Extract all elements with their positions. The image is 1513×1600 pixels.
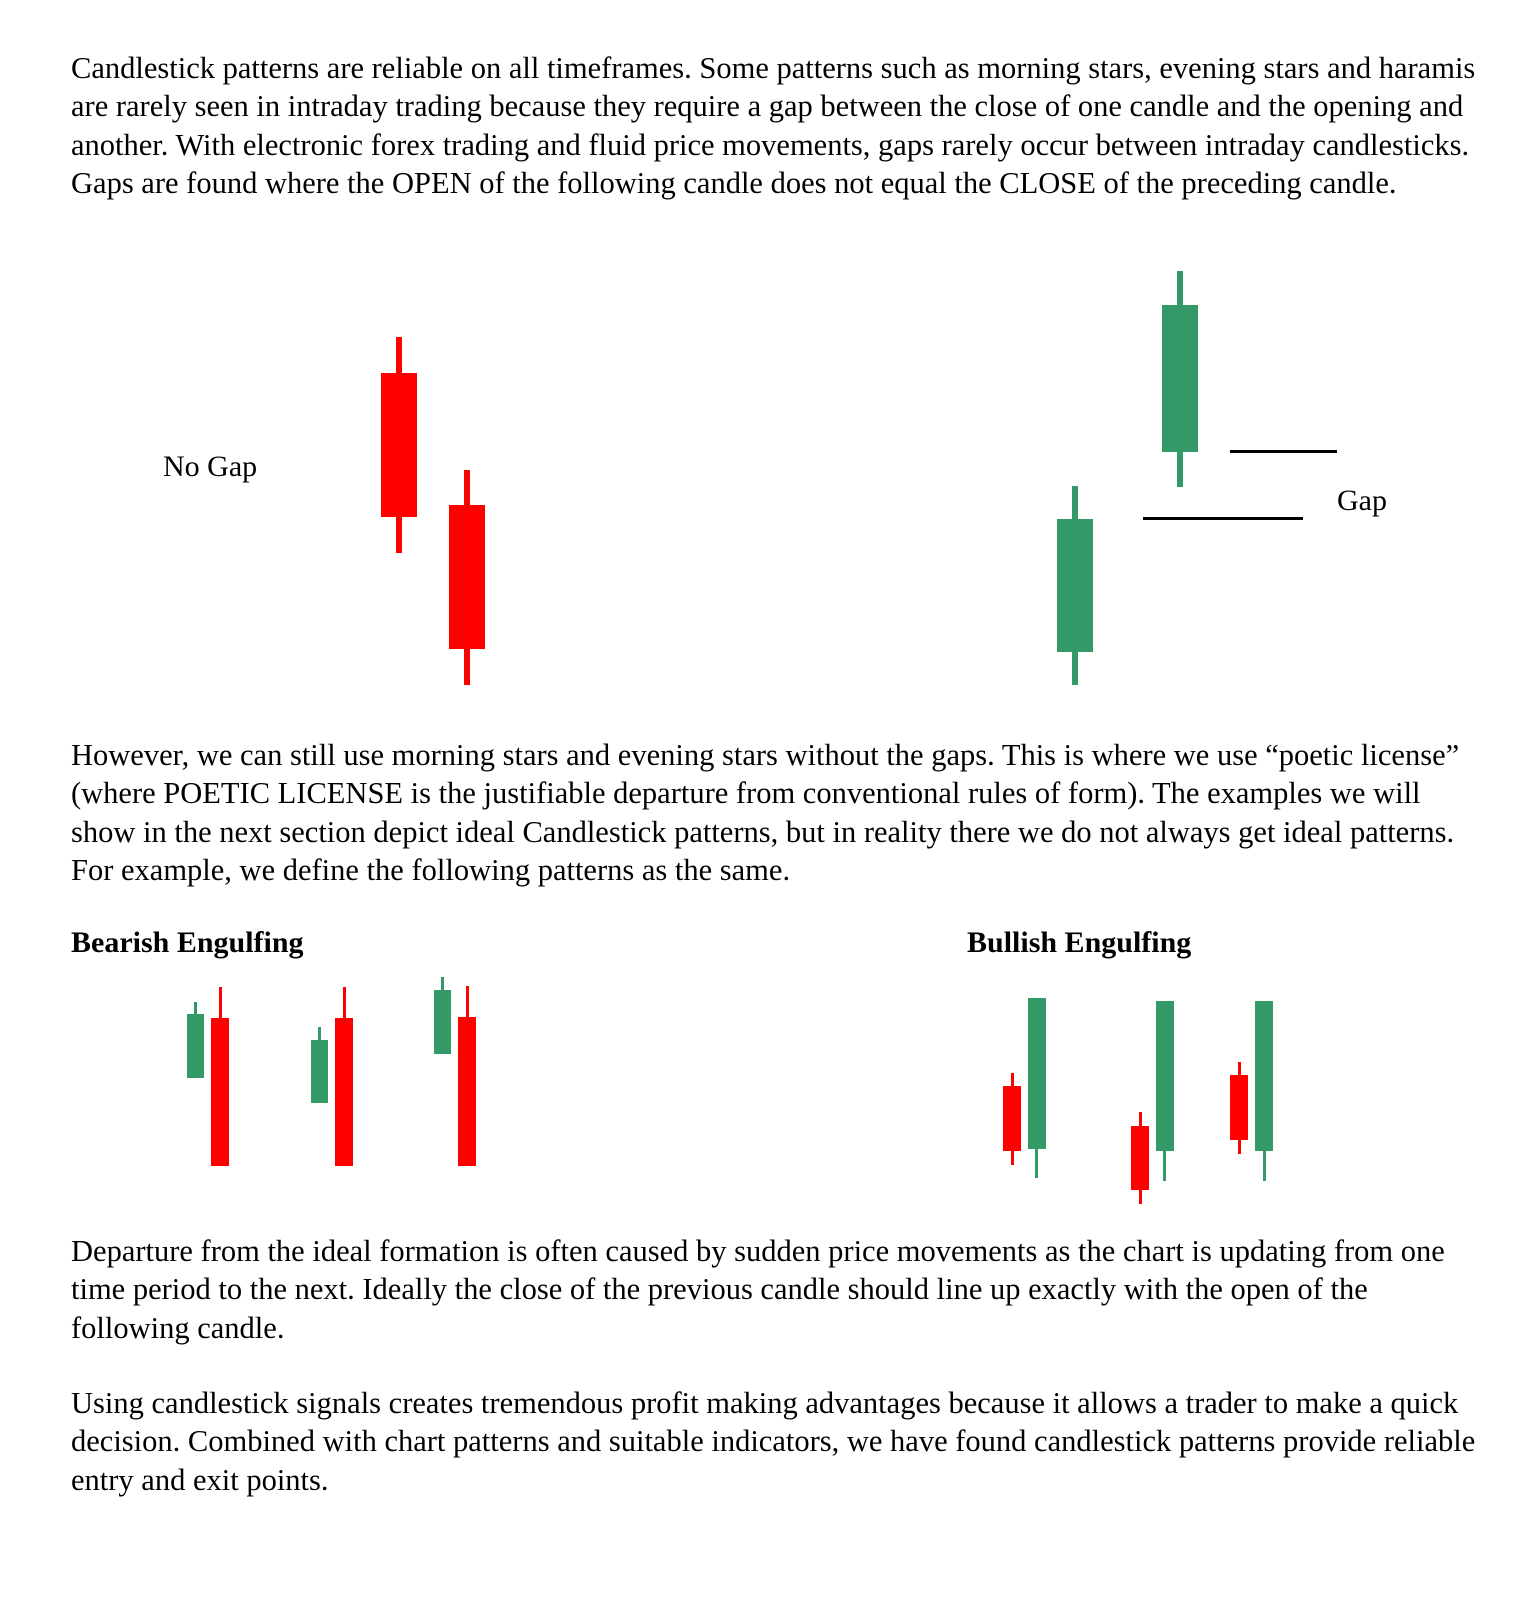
bear-candle bbox=[335, 987, 353, 1166]
bear-candle bbox=[381, 337, 417, 553]
bearish-engulfing-candles bbox=[187, 977, 476, 1166]
bull-candle bbox=[1162, 271, 1198, 487]
bull-candle bbox=[1255, 1001, 1273, 1181]
bear-candle bbox=[1003, 1073, 1021, 1165]
bear-candle bbox=[211, 987, 229, 1166]
bear-candle bbox=[458, 986, 476, 1166]
bullish-engulfing-heading: Bullish Engulfing bbox=[967, 926, 1192, 959]
bull-candle bbox=[1028, 998, 1046, 1178]
bull-candle bbox=[187, 1002, 204, 1078]
bear-candle bbox=[1131, 1112, 1149, 1204]
bear-candle bbox=[1230, 1062, 1248, 1154]
bull-candle bbox=[1156, 1001, 1174, 1181]
gap-label: Gap bbox=[1337, 484, 1387, 517]
bull-candle bbox=[311, 1027, 328, 1103]
bullish-engulfing-candles bbox=[1003, 998, 1273, 1204]
gap-line-upper bbox=[1230, 450, 1337, 453]
bear-candle bbox=[449, 470, 485, 685]
gap-candles bbox=[1057, 271, 1337, 685]
bull-candle bbox=[434, 977, 451, 1054]
no-gap-candles bbox=[381, 337, 485, 685]
gap-line-lower bbox=[1143, 517, 1303, 520]
departure-paragraph: Departure from the ideal formation is often caused by sudden price movements as the chart is updating from one time period to the next. Ideally the close of the previous candle should line up exactly with the open of the following candle. bbox=[71, 1234, 1445, 1345]
bull-candle bbox=[1057, 486, 1093, 685]
intro-paragraph: Candlestick patterns are reliable on all timeframes. Some patterns such as morning stars, evening stars and haramis are rarely seen in intraday trading because they require a gap between the close of one candle and the opening and another. With electronic forex trading and fluid price movements, gaps rarely occur between intraday candlesticks. Gaps are found where the OPEN of the following candle does not equal the CLOSE of the preceding candle. bbox=[71, 51, 1476, 200]
bearish-engulfing-heading: Bearish Engulfing bbox=[71, 926, 304, 959]
no-gap-label: No Gap bbox=[163, 450, 258, 483]
however-paragraph: However, we can still use morning stars and evening stars without the gaps. This is where we use “poetic license” (where POETIC LICENSE is the justifiable departure from conventional rules of form). The examples we will show in the next section depict ideal Candlestick patterns, but in reality there we do not always get ideal patterns. For example, we define the following patterns as the same. bbox=[71, 738, 1460, 887]
using-signals-paragraph: Using candlestick signals creates tremendous profit making advantages because it allows a trader to make a quick decision. Combined with chart patterns and suitable indicators, we have found candlestick patterns provide reliable entry and exit points. bbox=[71, 1386, 1476, 1497]
